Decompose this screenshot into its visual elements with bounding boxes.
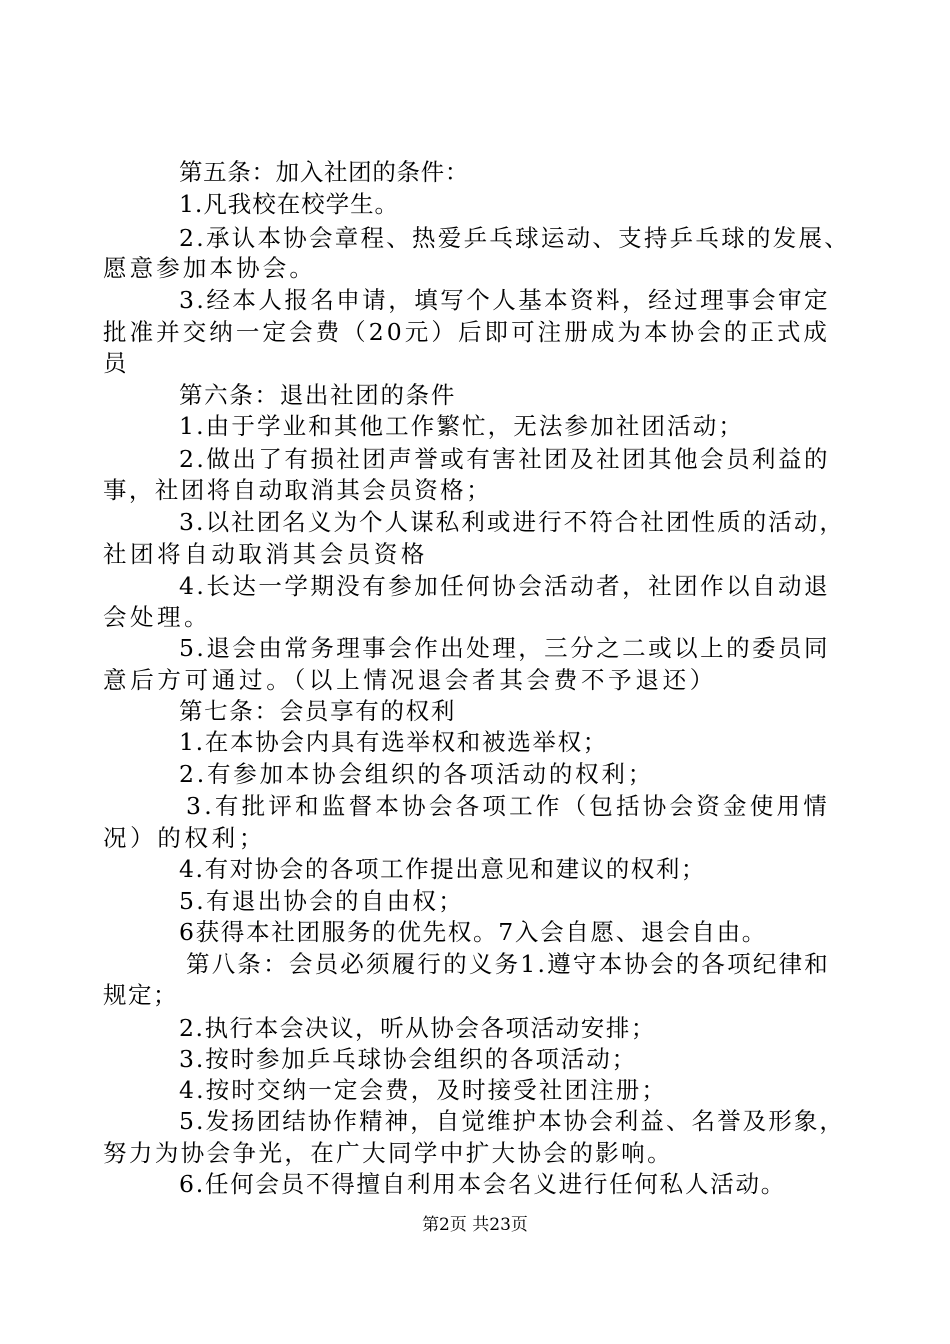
text-line: 第八条：会员必须履行的义务1.遵守本协会的各项纪律和	[186, 950, 830, 978]
text-line: 3.经本人报名申请，填写个人基本资料，经过理事会审定	[179, 286, 830, 314]
text-line: 5.退会由常务理事会作出处理，三分之二或以上的委员同	[179, 634, 830, 662]
text-line: 1.在本协会内具有选举权和被选举权；	[179, 728, 608, 756]
text-line: 批准并交纳一定会费（20元）后即可注册成为本协会的正式成	[103, 318, 830, 346]
text-line: 况）的权利；	[103, 824, 266, 852]
text-line: 第七条：会员享有的权利	[179, 697, 456, 725]
text-line: 规定；	[103, 981, 178, 1009]
text-line: 4.按时交纳一定会费，及时接受社团注册；	[179, 1076, 667, 1104]
text-line: 4.有对协会的各项工作提出意见和建议的权利；	[179, 855, 706, 883]
text-line: 5.有退出协会的自由权；	[179, 887, 464, 915]
text-line: 5.发扬团结协作精神，自觉维护本协会利益、名誉及形象，	[179, 1107, 845, 1135]
text-line: 4.长达一学期没有参加任何协会活动者，社团作以自动退	[179, 572, 830, 600]
text-line: 2.执行本会决议，听从协会各项活动安排；	[179, 1014, 656, 1042]
text-line: 努力为协会争光，在广大同学中扩大协会的影响。	[103, 1139, 673, 1167]
text-line: 1.凡我校在校学生。	[179, 190, 399, 218]
text-line: 第五条：加入社团的条件：	[179, 158, 469, 186]
text-line: 愿意参加本协会。	[103, 254, 316, 282]
text-line: 2.有参加本协会组织的各项活动的权利；	[179, 760, 654, 788]
text-line: 3.按时参加乒乓球协会组织的各项活动；	[179, 1045, 637, 1073]
text-line: 6获得本社团服务的优先权。7入会自愿、退会自由。	[179, 918, 767, 946]
page-footer: 第2页 共23页	[422, 1215, 528, 1235]
text-line: 1.由于学业和其他工作繁忙，无法参加社团活动；	[179, 412, 744, 440]
text-line: 第六条：退出社团的条件	[179, 381, 456, 409]
text-line: 社团将自动取消其会员资格	[103, 540, 428, 568]
text-line: 员	[103, 349, 127, 377]
text-line: 6.任何会员不得擅自利用本会名义进行任何私人活动。	[179, 1170, 786, 1198]
text-line: 事，社团将自动取消其会员资格；	[103, 476, 492, 504]
text-line: 2.承认本协会章程、热爱乒乓球运动、支持乒乓球的发展、	[179, 224, 850, 252]
text-line: 3.以社团名义为个人谋私利或进行不符合社团性质的活动，	[179, 508, 845, 536]
text-line: 会处理。	[103, 603, 211, 631]
text-line: 意后方可通过。（以上情况退会者其会费不予退还）	[103, 666, 717, 694]
text-line: 3.有批评和监督本协会各项工作（包括协会资金使用情	[186, 792, 830, 820]
text-line: 2.做出了有损社团声誉或有害社团及社团其他会员利益的	[179, 445, 830, 473]
